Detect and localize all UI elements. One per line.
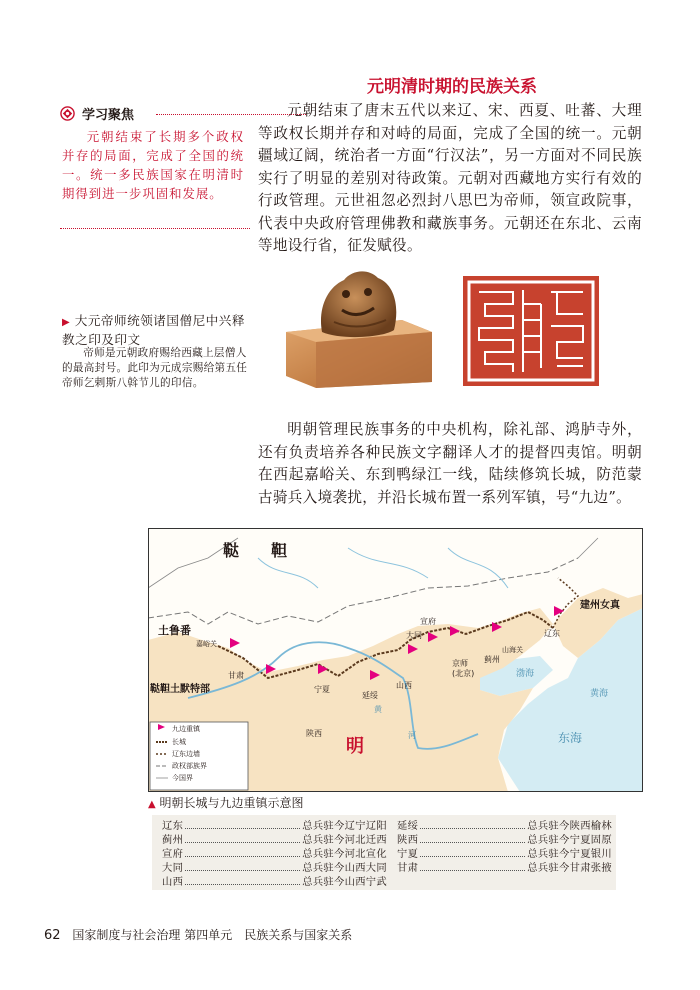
legend-label: 长城 [172,738,186,746]
divider [60,228,250,229]
map-city: 京师 [452,659,468,668]
map-city: 山海关 [502,646,523,654]
map-city: 宣府 [420,617,436,626]
legend-label: 政权部族界 [172,762,207,770]
map-city: 延绥 [362,691,378,700]
paragraph: 明朝管理民族事务的中央机构，除礼部、鸿胪寺外，还有负责培养各种民族文字翻译人才的提督四夷馆。明朝在西起嘉峪关、东到鸭绿江一线，陆续修筑长城，防范蒙古骑兵入境袭扰，并沿长城布置一系列军镇，号“九边”。 [258,421,642,506]
map-city: 蓟州 [484,655,500,664]
map-city: 陕西 [306,729,322,738]
map-label-ordos: 鞑靼土默特部 [150,684,210,695]
map-river: 河 [408,731,416,740]
legend-label: 九边重镇 [172,725,200,733]
map-city: 甘肃 [228,671,244,680]
page-number: 62 [44,928,61,943]
table-row: 陕西 总兵驻今宁夏固原 [397,834,612,846]
seal-caption-description: 帝师是元朝政府赐给西藏上层僧人的最高封号。此印为元成宗赐给第五任帝师乞剌斯八斡节儿的印信。 [62,347,248,389]
map-city: 辽东 [544,629,560,638]
map-legend [150,722,248,790]
study-focus-title: 学习聚焦 [82,108,135,123]
legend-label: 今国界 [172,774,193,782]
footer-text: 国家制度与社会治理 第四单元 民族关系与国家关系 [72,928,353,942]
table-row: 山西 总兵驻今山西宁武 [162,876,387,888]
map-sea: 东海 [558,731,583,745]
page-footer [44,926,352,943]
section-title: 元明清时期的民族关系 [367,77,537,97]
seal-photo-image [282,262,435,389]
triangle-icon: ▲ [148,799,156,810]
map-label-ming: 明 [346,736,364,757]
ming-great-wall-map [148,528,643,792]
map-city: 嘉峪关 [196,640,217,648]
map-sea: 黄海 [590,689,609,699]
seal-imprint-image [461,274,601,388]
map-river: 黄 [374,705,382,714]
table-row: 大同 总兵驻今山西大同 [162,862,387,874]
study-focus-header [60,104,250,124]
nine-borders-table [152,815,616,890]
table-row: 延绥 总兵驻今陕西榆林 [397,820,612,832]
map-city: 大同 [406,631,422,640]
paragraph: 元朝结束了唐末五代以来辽、宋、西夏、吐蕃、大理等政权长期并存和对峙的局面，完成了全国的统一。元朝疆域辽阔，统治者一方面“行汉法”，另一方面对不同民族实行了明显的差别对待政策。元朝对西藏地方实行有效的行政管理。元世祖忽必烈封八思巴为帝师，领宣政院事，代表中央政府管理佛教和藏族事务。元朝还在东北、云南等地设行省，征发赋役。 [258,102,642,254]
map-label-tulufan: 土鲁番 [158,624,191,637]
legend-label: 辽东边墙 [172,750,200,758]
triangle-icon: ▶ [62,317,71,328]
map-label-tatar: 鞑 靼 [223,541,288,560]
table-row: 甘肃 总兵驻今甘肃张掖 [397,862,612,874]
seal-caption-title: ▶ 大元帝师统领诸国僧尼中兴释教之印及印文 [62,313,245,347]
map-city: 宁夏 [314,685,330,694]
map-sea: 渤海 [516,669,535,679]
map-label-jianzhou: 建州女真 [580,600,620,611]
table-row: 宁夏 总兵驻今宁夏银川 [397,848,612,860]
diamond-icon [60,106,75,121]
table-row: 宣府 总兵驻今河北宣化 [162,848,387,860]
map-caption: ▲ 明朝长城与九边重镇示意图 [148,796,304,810]
study-focus-text: 元朝结束了长期多个政权并存的局面，完成了全国的统一。统一多民族国家在明清时期得到进一步巩固和发展。 [62,129,244,201]
table-row: 蓟州 总兵驻今河北迁西 [162,834,387,846]
map-city: (北京) [452,669,475,678]
map-city: 山西 [396,681,412,690]
table-row: 辽东 总兵驻今辽宁辽阳 [162,820,387,832]
